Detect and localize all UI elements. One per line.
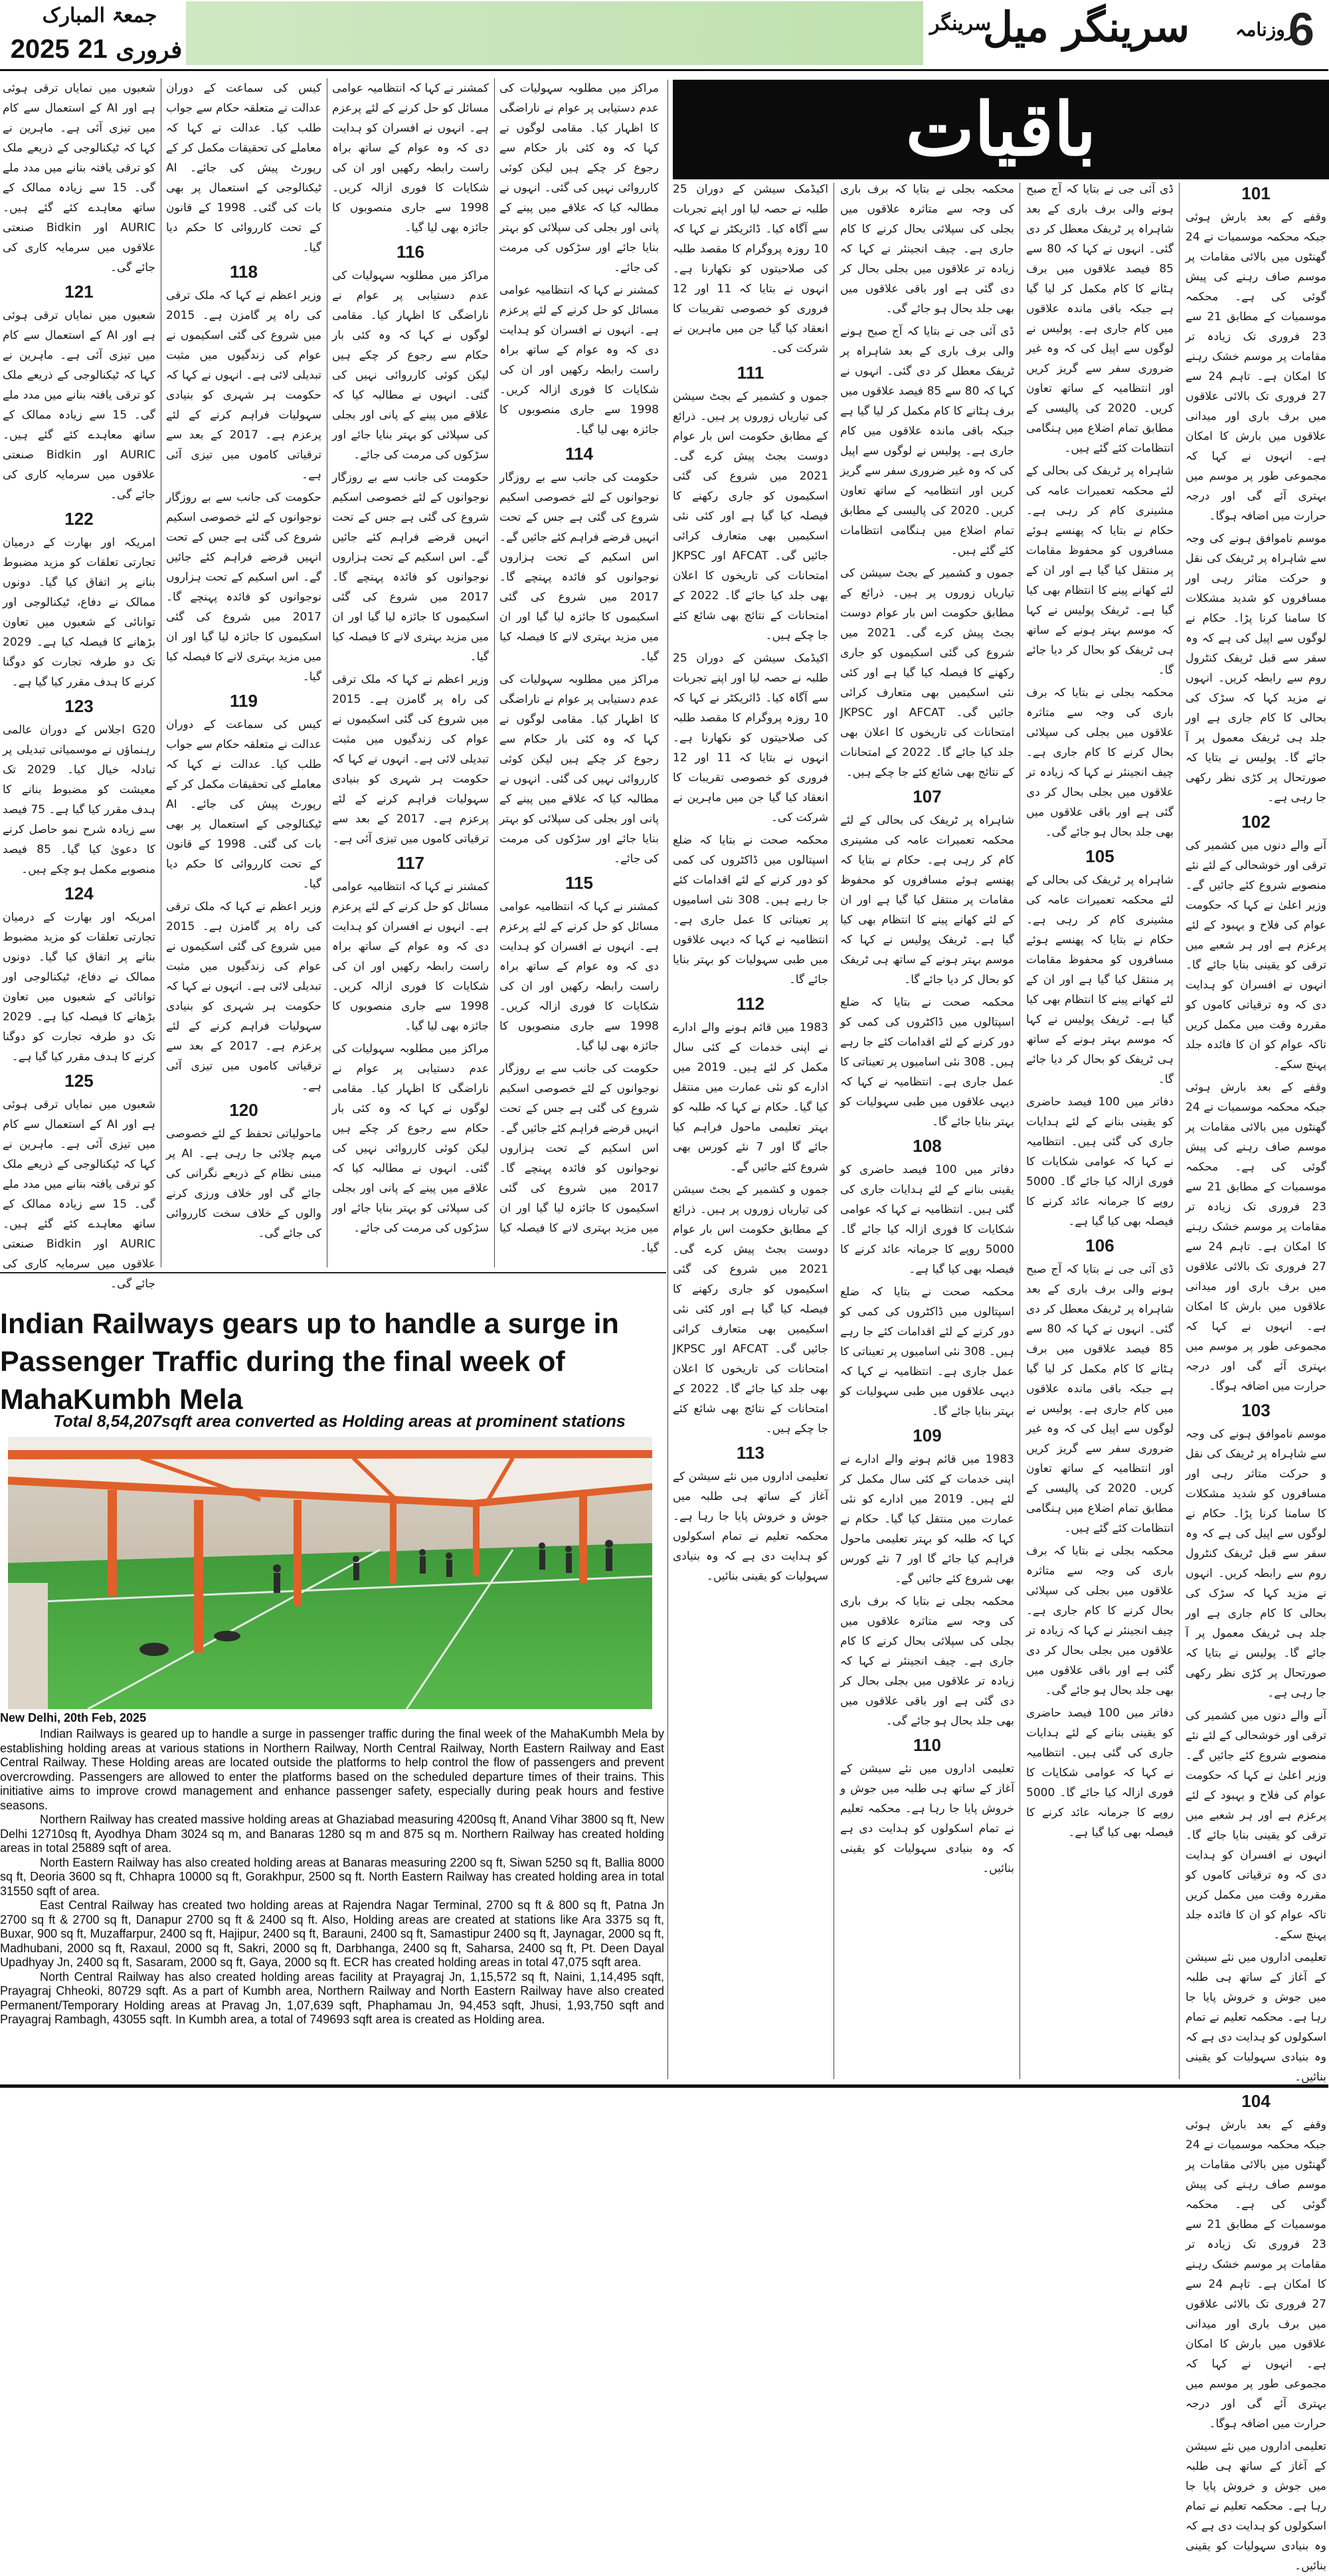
article-text: موسم ناموافق ہونے کی وجہ سے شاہراہ پر ٹریفک کی نقل و حرکت متاثر رہی اور مسافروں کو شدید مشکلات کا سامنا کرنا پڑا۔ حکام نے لوگوں سے اپیل کی ہے کہ وہ سفر سے قبل ٹریفک کنٹرول روم سے رابطہ کریں۔ انہوں نے مزید کہا کہ سڑک کی بحالی کا کام جاری ہے اور جلد ہی ٹریفک معمول پر آ جائے گا۔ پولیس نے بتایا کہ صورتحال پر کڑی نظر رکھی جا رہی ہے۔	[1186, 1427, 1326, 1700]
section-number: 122	[64, 509, 94, 529]
article-text: شعبوں میں نمایاں ترقی ہوئی ہے اور AI کے استعمال سے کام میں تیزی آئی ہے۔ ماہرین نے کہا کہ ٹیکنالوجی کے ذریعے ملک کو ترقی یافتہ بنانے میں مدد ملے گی۔ 15 سے زیادہ ممالک کے ساتھ معاہدے کئے گئے ہیں۔ AURIC اور Bidkin صنعتی علاقوں میں سرمایہ کاری کی جائے گی۔	[3, 1098, 155, 1291]
newspaper-name: سرینگر میل	[983, 3, 1190, 51]
article-text: آنے والے دنوں میں کشمیر کی ترقی اور خوشحالی کے لئے نئے منصوبے شروع کئے جائیں گے۔ وزیر اعلیٰ نے کہا کہ حکومت عوام کی فلاح و بہبود کے لئے پرعزم ہے اور ہر شعبے میں ترقی کو یقینی بنایا جائے گا۔ انہوں نے افسران کو ہدایت دی کہ وہ ترقیاتی کاموں کو مقررہ وقت میں مکمل کریں تاکہ عوام کو ان کا فائدہ جلد پہنچ سکے۔	[1186, 839, 1326, 1071]
column-divider	[1179, 183, 1180, 2079]
section-number: 109	[913, 1426, 942, 1445]
masthead-rule	[0, 69, 1328, 71]
article-text: مراکز میں مطلوبہ سہولیات کی عدم دستیابی پر عوام نے ناراضگی کا اظہار کیا۔ مقامی لوگوں نے کہا کہ وہ کئی بار حکام سے رجوع کر چکے ہیں لیکن کوئی کارروائی نہیں کی گئی۔ انہوں نے مطالبہ کیا کہ علاقے میں پینے کے پانی اور بجلی کی سپلائی کو بہتر بنایا جائے اور سڑکوں کی مرمت کی جائے۔	[499, 673, 659, 866]
section-number: 105	[1085, 846, 1114, 866]
section-number: 117	[397, 853, 424, 873]
article-text: تعلیمی اداروں میں نئے سیشن کے آغاز کے ساتھ ہی طلبہ میں جوش و خروش پایا جا رہا ہے۔ محکمہ تعلیم نے تمام اسکولوں کو ہدایت دی ہے کہ وہ بنیادی سہولیات کو یقینی بنائیں۔	[840, 1762, 1014, 1875]
daily-label: روزنامہ	[1235, 19, 1294, 41]
article-text: محکمہ صحت نے بتایا کہ ضلع اسپتالوں میں ڈاکٹروں کی کمی کو دور کرنے کے لئے اقدامات کئے جا رہے ہیں۔ 308 نئی اسامیوں پر تعیناتی کا عمل جاری ہے۔ انتظامیہ نے کہا کہ دیہی علاقوں میں طبی سہولیات کو بہتر بنایا جائے گا۔	[840, 1285, 1014, 1418]
article-text: ڈی آئی جی نے بتایا کہ آج صبح ہونے والی برف باری کے بعد شاہراہ پر ٹریفک معطل کر دی گئی۔ انہوں نے کہا کہ 80 سے 85 فیصد علاقوں میں برف ہٹانے کا کام مکمل کر لیا گیا ہے جبکہ باقی ماندہ علاقوں میں کام جاری ہے۔ پولیس نے لوگوں سے اپیل کی کہ وہ غیر ضروری سفر سے گریز کریں اور انتظامیہ کے ساتھ تعاون کریں۔ 2020 کی پالیسی کے مطابق تمام اضلاع میں ہنگامی انتظامات کئے گئے ہیں۔	[1026, 183, 1174, 455]
article-text: جموں و کشمیر کے بجٹ سیشن کی تیاریاں زوروں پر ہیں۔ ذرائع کے مطابق حکومت اس بار عوام دوست بجٹ پیش کرے گی۔ 2021 میں شروع کی گئی اسکیموں کو جاری رکھنے کا فیصلہ کیا گیا ہے اور کئی نئی اسکیمیں بھی متعارف کرائی جائیں گی۔ AFCAT اور JKPSC امتحانات کی تاریخوں کا اعلان بھی جلد کیا جائے گا۔ 2022 کے امتحانات کے نتائج بھی شائع کئے جا چکے ہیں۔	[673, 1183, 828, 1435]
article-text: اکیڈمک سیشن کے دوران 25 طلبہ نے حصہ لیا اور اپنے تجربات سے آگاہ کیا۔ ڈائریکٹر نے کہا کہ 10 روزہ پروگرام کا مقصد طلبہ کی صلاحیتوں کو نکھارنا ہے۔ انہوں نے بتایا کہ 11 اور 12 فروری کو خصوصی تقریبات کا انعقاد کیا گیا جن میں ماہرین نے شرکت کی۔	[673, 652, 828, 824]
date-year: 2025	[10, 35, 70, 64]
article-text: وزیر اعظم نے کہا کہ ملک ترقی کی راہ پر گامزن ہے۔ 2015 میں شروع کی گئی اسکیموں نے عوام کی زندگیوں میں مثبت تبدیلی لائی ہے۔ انہوں نے کہا کہ حکومت ہر شہری کو بنیادی سہولیات فراہم کرنے کے لئے پرعزم ہے۔ 2017 کے بعد سے ترقیاتی کاموں میں تیزی آئی ہے۔	[166, 900, 321, 1093]
english-paragraph: Northern Railway has created massive holding areas at Ghaziabad measuring 4200sq ft, Anand Vihar 3800 sq ft, New Delhi 12710sq ft, Ayodhya Dham 3024 sq m, and Banaras 1280 sq m and 875 sq m. Northern Railway has created holding areas in total 25889 sqft of area.	[0, 1813, 664, 1855]
section-number: 120	[229, 1100, 258, 1120]
article-text: کیس کی سماعت کے دوران عدالت نے متعلقہ حکام سے جواب طلب کیا۔ عدالت نے کہا کہ معاملے کی تحقیقات مکمل کر کے رپورٹ پیش کی جائے۔ AI ٹیکنالوجی کے استعمال پر بھی بات کی گئی۔ 1998 کے قانون کے تحت کارروائی کا حکم دیا گیا۔	[166, 82, 321, 254]
section-number: 115	[565, 873, 593, 893]
section-number: 102	[1241, 812, 1271, 832]
english-subheadline: Total 8,54,207sqft area converted as Holding areas at prominent stations	[53, 1412, 626, 1431]
article-text: مراکز میں مطلوبہ سہولیات کی عدم دستیابی پر عوام نے ناراضگی کا اظہار کیا۔ مقامی لوگوں نے کہا کہ وہ کئی بار حکام سے رجوع کر چکے ہیں لیکن کوئی کارروائی نہیں کی گئی۔ انہوں نے مطالبہ کیا کہ علاقے میں پینے کے پانی اور بجلی کی سپلائی کو بہتر بنایا جائے اور سڑکوں کی مرمت کی جائے۔	[332, 1042, 489, 1235]
article-text: حکومت کی جانب سے بے روزگار نوجوانوں کے لئے خصوصی اسکیم شروع کی گئی ہے جس کے تحت انہیں قرضے فراہم کئے جائیں گے۔ اس اسکیم کے تحت ہزاروں نوجوانوں کو فائدہ پہنچے گا۔ 2017 میں شروع کی گئی اسکیموں کا جائزہ لیا گیا اور ان میں مزید بہتری لانے کا فیصلہ کیا گیا۔	[499, 471, 659, 664]
urdu-column-2	[1026, 179, 1174, 2079]
footer-rule	[0, 2084, 1328, 2088]
section-number: 121	[64, 282, 94, 302]
article-text: کیس کی سماعت کے دوران عدالت نے متعلقہ حکام سے جواب طلب کیا۔ عدالت نے کہا کہ معاملے کی تحقیقات مکمل کر کے رپورٹ پیش کی جائے۔ AI ٹیکنالوجی کے استعمال پر بھی بات کی گئی۔ 1998 کے قانون کے تحت کارروائی کا حکم دیا گیا۔	[166, 718, 321, 891]
article-text: تعلیمی اداروں میں نئے سیشن کے آغاز کے ساتھ ہی طلبہ میں جوش و خروش پایا جا رہا ہے۔ محکمہ تعلیم نے تمام اسکولوں کو ہدایت دی ہے کہ وہ بنیادی سہولیات کو یقینی بنائیں۔	[1186, 1951, 1326, 2084]
article-text: امریکہ اور بھارت کے درمیان تجارتی تعلقات کو مزید مضبوط بنانے پر اتفاق کیا گیا۔ دونوں ممالک نے دفاع، ٹیکنالوجی اور توانائی کے شعبوں میں تعاون بڑھانے کا فیصلہ کیا ہے۔ 2029 تک دو طرفہ تجارت کو دوگنا کرنے کا ہدف مقرر کیا گیا ہے۔	[3, 536, 155, 689]
article-text: کمشنر نے کہا کہ انتظامیہ عوامی مسائل کو حل کرنے کے لئے پرعزم ہے۔ انہوں نے افسران کو ہدایت دی کہ وہ عوام کے ساتھ براہ راست رابطہ رکھیں اور ان کی شکایات کا فوری ازالہ کریں۔ 1998 سے جاری منصوبوں کا جائزہ بھی لیا گیا۔	[332, 880, 489, 1033]
urdu-column-1	[1186, 179, 1326, 2573]
section-banner	[673, 80, 1329, 179]
article-text: محکمہ بجلی نے بتایا کہ برف باری کی وجہ سے متاثرہ علاقوں میں بجلی کی سپلائی بحال کرنے کا کام جاری ہے۔ چیف انجینئر نے کہا کہ زیادہ تر علاقوں میں بجلی بحال کر دی گئی ہے اور باقی علاقوں میں بھی جلد بحال ہو جائے گی۔	[1026, 1544, 1174, 1697]
date-day: 21	[78, 35, 108, 64]
masthead-date-block	[0, 0, 186, 72]
article-text: وقفے کے بعد بارش ہوئی جبکہ محکمہ موسمیات نے 24 گھنٹوں میں بالائی مقامات پر موسم صاف رہنے کی پیش گوئی کی ہے۔ محکمہ موسمیات کے مطابق 21 سے 23 فروری تک زیادہ تر مقامات پر موسم خشک رہنے کا امکان ہے۔ تاہم 24 سے 27 فروری تک بالائی علاقوں میں برف باری اور میدانی علاقوں میں بارش کا امکان ہے۔ انہوں نے کہا کہ مجموعی طور پر موسم میں بہتری آئے گی اور درجہ حرارت میں اضافہ ہوگا۔	[1186, 1081, 1326, 1393]
column-divider	[494, 78, 495, 1267]
article-text: ڈی آئی جی نے بتایا کہ آج صبح ہونے والی برف باری کے بعد شاہراہ پر ٹریفک معطل کر دی گئی۔ انہوں نے کہا کہ 80 سے 85 فیصد علاقوں میں برف ہٹانے کا کام مکمل کر لیا گیا ہے جبکہ باقی ماندہ علاقوں میں کام جاری ہے۔ پولیس نے لوگوں سے اپیل کی کہ وہ غیر ضروری سفر سے گریز کریں اور انتظامیہ کے ساتھ تعاون کریں۔ 2020 کی پالیسی کے مطابق تمام اضلاع میں ہنگامی انتظامات کئے گئے ہیں۔	[840, 325, 1014, 557]
section-number: 107	[913, 786, 942, 806]
article-text: وقفے کے بعد بارش ہوئی جبکہ محکمہ موسمیات نے 24 گھنٹوں میں بالائی مقامات پر موسم صاف رہنے کی پیش گوئی کی ہے۔ محکمہ موسمیات کے مطابق 21 سے 23 فروری تک زیادہ تر مقامات پر موسم خشک رہنے کا امکان ہے۔ تاہم 24 سے 27 فروری تک بالائی علاقوں میں برف باری اور میدانی علاقوں میں بارش کا امکان ہے۔ انہوں نے کہا کہ مجموعی طور پر موسم میں بہتری آئے گی اور درجہ حرارت میں اضافہ ہوگا۔	[1186, 2118, 1326, 2431]
column-divider	[667, 80, 668, 2079]
article-text: شاہراہ پر ٹریفک کی بحالی کے لئے محکمہ تعمیرات عامہ کی مشینری کام کر رہی ہے۔ حکام نے بتایا کہ پھنسے ہوئے مسافروں کو محفوظ مقامات پر منتقل کیا گیا ہے اور ان کے لئے کھانے پینے کا انتظام بھی کیا گیا ہے۔ ٹریفک پولیس نے کہا کہ موسم بہتر ہونے کے ساتھ ہی ٹریفک کو بحال کر دیا جائے گا۔	[840, 814, 1014, 986]
section-rule	[0, 1272, 666, 1273]
article-text: جموں و کشمیر کے بجٹ سیشن کی تیاریاں زوروں پر ہیں۔ ذرائع کے مطابق حکومت اس بار عوام دوست بجٹ پیش کرے گی۔ 2021 میں شروع کی گئی اسکیموں کو جاری رکھنے کا فیصلہ کیا گیا ہے اور کئی نئی اسکیمیں بھی متعارف کرائی جائیں گی۔ AFCAT اور JKPSC امتحانات کی تاریخوں کا اعلان بھی جلد کیا جائے گا۔ 2022 کے امتحانات کے نتائج بھی شائع کئے جا چکے ہیں۔	[840, 567, 1015, 779]
english-paragraph: North Central Railway has also created holding areas facility at Prayagraj Jn, 1,15,572 sq ft, Naini, 1,14,495 sqft, Prayagraj Chheoki, 80729 sqft. As a part of Kumbh area, Northern Railway and North Eastern Railway have also created Permanent/Temporary Holding areas at Pravag Jn, 1,07,639 sqft, Phaphamau Jn, 94,453 sqft, Jhusi, 1,93,750 sqft and Prayagraj Rambagh, 43055 sqft. In Kumbh area, a total of 749693 sqft area is created as Holding area.	[0, 1970, 664, 2026]
urdu-column-3	[840, 179, 1014, 2079]
section-number: 123	[64, 696, 94, 716]
section-number: 103	[1241, 1400, 1271, 1420]
section-number: 124	[64, 883, 94, 903]
article-text: ماحولیاتی تحفظ کے لئے خصوصی مہم چلائی جا رہی ہے۔ AI پر مبنی نظام کے ذریعے نگرانی کی جائے گی اور خلاف ورزی کرنے والوں کے خلاف سخت کارروائی کی جائے گی۔	[166, 1127, 321, 1240]
section-number: 118	[230, 262, 258, 282]
article-text: حکومت کی جانب سے بے روزگار نوجوانوں کے لئے خصوصی اسکیم شروع کی گئی ہے جس کے تحت انہیں قرضے فراہم کئے جائیں گے۔ اس اسکیم کے تحت ہزاروں نوجوانوں کو فائدہ پہنچے گا۔ 2017 میں شروع کی گئی اسکیموں کا جائزہ لیا گیا اور ان میں مزید بہتری لانے کا فیصلہ کیا گیا۔	[166, 491, 321, 684]
date-month: فروری	[116, 36, 183, 64]
article-text: ڈی آئی جی نے بتایا کہ آج صبح ہونے والی برف باری کے بعد شاہراہ پر ٹریفک معطل کر دی گئی۔ انہوں نے کہا کہ 80 سے 85 فیصد علاقوں میں برف ہٹانے کا کام مکمل کر لیا گیا ہے جبکہ باقی ماندہ علاقوں میں کام جاری ہے۔ پولیس نے لوگوں سے اپیل کی کہ وہ غیر ضروری سفر سے گریز کریں اور انتظامیہ کے ساتھ تعاون کریں۔ 2020 کی پالیسی کے مطابق تمام اضلاع میں ہنگامی انتظامات کئے گئے ہیں۔	[1026, 1263, 1174, 1535]
urdu-column-8	[3, 78, 156, 1291]
article-text: محکمہ بجلی نے بتایا کہ برف باری کی وجہ سے متاثرہ علاقوں میں بجلی کی سپلائی بحال کرنے کا کام جاری ہے۔ چیف انجینئر نے کہا کہ زیادہ تر علاقوں میں بجلی بحال کر دی گئی ہے اور باقی علاقوں میں بھی جلد بحال ہو جائے گی۔	[1026, 686, 1174, 839]
article-text: کمشنر نے کہا کہ انتظامیہ عوامی مسائل کو حل کرنے کے لئے پرعزم ہے۔ انہوں نے افسران کو ہدایت دی کہ وہ عوام کے ساتھ براہ راست رابطہ رکھیں اور ان کی شکایات کا فوری ازالہ کریں۔ 1998 سے جاری منصوبوں کا جائزہ بھی لیا گیا۔	[332, 82, 489, 234]
article-text: تعلیمی اداروں میں نئے سیشن کے آغاز کے ساتھ ہی طلبہ میں جوش و خروش پایا جا رہا ہے۔ محکمہ تعلیم نے تمام اسکولوں کو ہدایت دی ہے کہ وہ بنیادی سہولیات کو یقینی بنائیں۔	[673, 1470, 828, 1583]
article-text: آنے والے دنوں میں کشمیر کی ترقی اور خوشحالی کے لئے نئے منصوبے شروع کئے جائیں گے۔ وزیر اعلیٰ نے کہا کہ حکومت عوام کی فلاح و بہبود کے لئے پرعزم ہے اور ہر شعبے میں ترقی کو یقینی بنایا جائے گا۔ انہوں نے افسران کو ہدایت دی کہ وہ ترقیاتی کاموں کو مقررہ وقت میں مکمل کریں تاکہ عوام کو ان کا فائدہ جلد پہنچ سکے۔	[1186, 1709, 1326, 1942]
article-text: 1983 میں قائم ہونے والے ادارے نے اپنی خدمات کے کئی سال مکمل کر لئے ہیں۔ 2019 میں ادارے کو نئی عمارت میں منتقل کیا گیا۔ حکام نے کہا کہ طلبہ کو بہتر تعلیمی ماحول فراہم کیا جائے گا اور 7 نئے کورس بھی شروع کئے جائیں گے۔	[840, 1453, 1014, 1586]
masthead-city: سرینگر	[930, 12, 992, 35]
holding-area-photo	[8, 1437, 652, 1709]
article-text: دفاتر میں 100 فیصد حاضری کو یقینی بنانے کے لئے ہدایات جاری کی گئی ہیں۔ انتظامیہ نے کہا کہ عوامی شکایات کا فوری ازالہ کیا جائے گا۔ 5000 روپے کا جرمانہ عائد کرنے کا فیصلہ بھی کیا گیا ہے۔	[1026, 1706, 1174, 1839]
article-text: شاہراہ پر ٹریفک کی بحالی کے لئے محکمہ تعمیرات عامہ کی مشینری کام کر رہی ہے۔ حکام نے بتایا کہ پھنسے ہوئے مسافروں کو محفوظ مقامات پر منتقل کیا گیا ہے اور ان کے لئے کھانے پینے کا انتظام بھی کیا گیا ہے۔ ٹریفک پولیس نے کہا کہ موسم بہتر ہونے کے ساتھ ہی ٹریفک کو بحال کر دیا جائے گا۔	[1026, 464, 1174, 677]
article-text: محکمہ بجلی نے بتایا کہ برف باری کی وجہ سے متاثرہ علاقوں میں بجلی کی سپلائی بحال کرنے کا کام جاری ہے۔ چیف انجینئر نے کہا کہ زیادہ تر علاقوں میں بجلی بحال کر دی گئی ہے اور باقی علاقوں میں بھی جلد بحال ہو جائے گی۔	[840, 183, 1014, 316]
article-text: کمشنر نے کہا کہ انتظامیہ عوامی مسائل کو حل کرنے کے لئے پرعزم ہے۔ انہوں نے افسران کو ہدایت دی کہ وہ عوام کے ساتھ براہ راست رابطہ رکھیں اور ان کی شکایات کا فوری ازالہ کریں۔ 1998 سے جاری منصوبوں کا جائزہ بھی لیا گیا۔	[499, 900, 659, 1053]
article-text: تعلیمی اداروں میں نئے سیشن کے آغاز کے ساتھ ہی طلبہ میں جوش و خروش پایا جا رہا ہے۔ محکمہ تعلیم نے تمام اسکولوں کو ہدایت دی ہے کہ وہ بنیادی سہولیات کو یقینی بنائیں۔	[1186, 2440, 1326, 2573]
article-text: 1983 میں قائم ہونے والے ادارے نے اپنی خدمات کے کئی سال مکمل کر لئے ہیں۔ 2019 میں ادارے کو نئی عمارت میں منتقل کیا گیا۔ حکام نے کہا کہ طلبہ کو بہتر تعلیمی ماحول فراہم کیا جائے گا اور 7 نئے کورس بھی شروع کئے جائیں گے۔	[673, 1021, 828, 1174]
section-number: 101	[1241, 183, 1271, 203]
section-number: 114	[565, 444, 593, 464]
article-text: مراکز میں مطلوبہ سہولیات کی عدم دستیابی پر عوام نے ناراضگی کا اظہار کیا۔ مقامی لوگوں نے کہا کہ وہ کئی بار حکام سے رجوع کر چکے ہیں لیکن کوئی کارروائی نہیں کی گئی۔ انہوں نے مطالبہ کیا کہ علاقے میں پینے کے پانی اور بجلی کی سپلائی کو بہتر بنایا جائے اور سڑکوں کی مرمت کی جائے۔	[499, 82, 659, 274]
article-text: حکومت کی جانب سے بے روزگار نوجوانوں کے لئے خصوصی اسکیم شروع کی گئی ہے جس کے تحت انہیں قرضے فراہم کئے جائیں گے۔ اس اسکیم کے تحت ہزاروں نوجوانوں کو فائدہ پہنچے گا۔ 2017 میں شروع کی گئی اسکیموں کا جائزہ لیا گیا اور ان میں مزید بہتری لانے کا فیصلہ کیا گیا۔	[499, 1062, 659, 1255]
section-number: 104	[1241, 2091, 1271, 2111]
english-headline: Indian Railways gears up to handle a surge in Passenger Traffic during the final week of MahaKumbh Mela	[0, 1308, 619, 1416]
article-text: امریکہ اور بھارت کے درمیان تجارتی تعلقات کو مزید مضبوط بنانے پر اتفاق کیا گیا۔ دونوں ممالک نے دفاع، ٹیکنالوجی اور توانائی کے شعبوں میں تعاون بڑھانے کا فیصلہ کیا ہے۔ 2029 تک دو طرفہ تجارت کو دوگنا کرنے کا ہدف مقرر کیا گیا ہے۔	[3, 911, 155, 1063]
section-number: 112	[737, 994, 764, 1014]
article-text: شاہراہ پر ٹریفک کی بحالی کے لئے محکمہ تعمیرات عامہ کی مشینری کام کر رہی ہے۔ حکام نے بتایا کہ پھنسے ہوئے مسافروں کو محفوظ مقامات پر منتقل کیا گیا ہے اور ان کے لئے کھانے پینے کا انتظام بھی کیا گیا ہے۔ ٹریفک پولیس نے کہا کہ موسم بہتر ہونے کے ساتھ ہی ٹریفک کو بحال کر دیا جائے گا۔	[1026, 874, 1174, 1086]
urdu-column-4	[673, 179, 828, 2079]
article-text: وقفے کے بعد بارش ہوئی جبکہ محکمہ موسمیات نے 24 گھنٹوں میں بالائی مقامات پر موسم صاف رہنے کی پیش گوئی کی ہے۔ محکمہ موسمیات کے مطابق 21 سے 23 فروری تک زیادہ تر مقامات پر موسم خشک رہنے کا امکان ہے۔ تاہم 24 سے 27 فروری تک بالائی علاقوں میں برف باری اور میدانی علاقوں میں بارش کا امکان ہے۔ انہوں نے کہا کہ مجموعی طور پر موسم میں بہتری آئے گی اور درجہ حرارت میں اضافہ ہوگا۔	[1186, 211, 1326, 523]
english-article-body	[0, 1727, 664, 2027]
urdu-column-7	[166, 78, 321, 1267]
section-number: 110	[913, 1735, 941, 1755]
section-number: 108	[913, 1136, 942, 1156]
english-dateline: New Delhi, 20th Feb, 2025	[0, 1711, 147, 1724]
section-number: 111	[737, 363, 764, 383]
section-number: 116	[397, 242, 424, 262]
article-text: حکومت کی جانب سے بے روزگار نوجوانوں کے لئے خصوصی اسکیم شروع کی گئی ہے جس کے تحت انہیں قرضے فراہم کئے جائیں گے۔ اس اسکیم کے تحت ہزاروں نوجوانوں کو فائدہ پہنچے گا۔ 2017 میں شروع کی گئی اسکیموں کا جائزہ لیا گیا اور ان میں مزید بہتری لانے کا فیصلہ کیا گیا۔	[332, 471, 489, 664]
english-paragraph: East Central Railway has created two holding areas at Rajendra Nagar Terminal, 2700 sq ft & 800 sq ft, Patna Jn 2700 sq ft & 2700 sq ft, Danapur 2700 sq ft & 2400 sq ft. Also, Holding areas are created at stations like Ara 3375 sq ft, Buxar, 900 sq ft, Muzaffarpur, 2400 sq ft, Hajipur, 2400 sq ft, Barauni, 2400 sq ft, Samastipur 2400 sq ft, Jaynagar, 2000 sq ft, Madhubani, 2000 sq ft, Raxaul, 2000 sq ft, Sakri, 2000 sq ft, Darbhanga, 2400 sq ft, Saharsa, 2400 sq ft, Pt. Deen Dayal Upadhyay Jn, 2400 sq ft, Sasaram, 2000 sq ft, Gaya, 2000 sq ft. ECR has created holding areas in total 47,075 sqft area.	[0, 1898, 664, 1969]
article-text: اکیڈمک سیشن کے دوران 25 طلبہ نے حصہ لیا اور اپنے تجربات سے آگاہ کیا۔ ڈائریکٹر نے کہا کہ 10 روزہ پروگرام کا مقصد طلبہ کی صلاحیتوں کو نکھارنا ہے۔ انہوں نے بتایا کہ 11 اور 12 فروری کو خصوصی تقریبات کا انعقاد کیا گیا جن میں ماہرین نے شرکت کی۔	[673, 183, 828, 355]
section-banner-title: باقیات	[905, 86, 1097, 172]
masthead	[0, 0, 1328, 72]
article-text: محکمہ بجلی نے بتایا کہ برف باری کی وجہ سے متاثرہ علاقوں میں بجلی کی سپلائی بحال کرنے کا کام جاری ہے۔ چیف انجینئر نے کہا کہ زیادہ تر علاقوں میں بجلی بحال کر دی گئی ہے اور باقی علاقوں میں بھی جلد بحال ہو جائے گی۔	[840, 1595, 1014, 1728]
article-text: جموں و کشمیر کے بجٹ سیشن کی تیاریاں زوروں پر ہیں۔ ذرائع کے مطابق حکومت اس بار عوام دوست بجٹ پیش کرے گی۔ 2021 میں شروع کی گئی اسکیموں کو جاری رکھنے کا فیصلہ کیا گیا ہے اور کئی نئی اسکیمیں بھی متعارف کرائی جائیں گی۔ AFCAT اور JKPSC امتحانات کی تاریخوں کا اعلان بھی جلد کیا جائے گا۔ 2022 کے امتحانات کے نتائج بھی شائع کئے جا چکے ہیں۔	[673, 390, 828, 642]
page-number: 6	[1288, 3, 1314, 55]
article-text: موسم ناموافق ہونے کی وجہ سے شاہراہ پر ٹریفک کی نقل و حرکت متاثر رہی اور مسافروں کو شدید مشکلات کا سامنا کرنا پڑا۔ حکام نے لوگوں سے اپیل کی ہے کہ وہ سفر سے قبل ٹریفک کنٹرول روم سے رابطہ کریں۔ انہوں نے مزید کہا کہ سڑک کی بحالی کا کام جاری ہے اور جلد ہی ٹریفک معمول پر آ جائے گا۔ پولیس نے بتایا کہ صورتحال پر کڑی نظر رکھی جا رہی ہے۔	[1186, 532, 1326, 804]
article-text: محکمہ صحت نے بتایا کہ ضلع اسپتالوں میں ڈاکٹروں کی کمی کو دور کرنے کے لئے اقدامات کئے جا رہے ہیں۔ 308 نئی اسامیوں پر تعیناتی کا عمل جاری ہے۔ انتظامیہ نے کہا کہ دیہی علاقوں میں طبی سہولیات کو بہتر بنایا جائے گا۔	[840, 996, 1014, 1129]
article-text: شعبوں میں نمایاں ترقی ہوئی ہے اور AI کے استعمال سے کام میں تیزی آئی ہے۔ ماہرین نے کہا کہ ٹیکنالوجی کے ذریعے ملک کو ترقی یافتہ بنانے میں مدد ملے گی۔ 15 سے زیادہ ممالک کے ساتھ معاہدے کئے گئے ہیں۔ AURIC اور Bidkin صنعتی علاقوں میں سرمایہ کاری کی جائے گی۔	[3, 82, 155, 274]
day-label: جمعۃ المبارک	[42, 4, 157, 27]
article-text: مراکز میں مطلوبہ سہولیات کی عدم دستیابی پر عوام نے ناراضگی کا اظہار کیا۔ مقامی لوگوں نے کہا کہ وہ کئی بار حکام سے رجوع کر چکے ہیں لیکن کوئی کارروائی نہیں کی گئی۔ انہوں نے مطالبہ کیا کہ علاقے میں پینے کے پانی اور بجلی کی سپلائی کو بہتر بنایا جائے اور سڑکوں کی مرمت کی جائے۔	[332, 269, 489, 462]
urdu-column-6	[332, 78, 489, 1267]
holding-area-illustration	[8, 1437, 652, 1709]
section-number: 106	[1085, 1236, 1114, 1255]
article-text: کمشنر نے کہا کہ انتظامیہ عوامی مسائل کو حل کرنے کے لئے پرعزم ہے۔ انہوں نے افسران کو ہدایت دی کہ وہ عوام کے ساتھ براہ راست رابطہ رکھیں اور ان کی شکایات کا فوری ازالہ کریں۔ 1998 سے جاری منصوبوں کا جائزہ بھی لیا گیا۔	[499, 284, 659, 436]
article-text: شعبوں میں نمایاں ترقی ہوئی ہے اور AI کے استعمال سے کام میں تیزی آئی ہے۔ ماہرین نے کہا کہ ٹیکنالوجی کے ذریعے ملک کو ترقی یافتہ بنانے میں مدد ملے گی۔ 15 سے زیادہ ممالک کے ساتھ معاہدے کئے گئے ہیں۔ AURIC اور Bidkin صنعتی علاقوں میں سرمایہ کاری کی جائے گی۔	[3, 309, 155, 502]
column-divider	[1019, 183, 1020, 2079]
section-number: 125	[64, 1071, 94, 1091]
issue-date	[7, 35, 186, 64]
section-number: 119	[230, 691, 258, 711]
article-text: دفاتر میں 100 فیصد حاضری کو یقینی بنانے کے لئے ہدایات جاری کی گئی ہیں۔ انتظامیہ نے کہا کہ عوامی شکایات کا فوری ازالہ کیا جائے گا۔ 5000 روپے کا جرمانہ عائد کرنے کا فیصلہ بھی کیا گیا ہے۔	[840, 1163, 1014, 1276]
section-number: 113	[737, 1443, 764, 1463]
urdu-column-5	[499, 78, 659, 1267]
article-text: G20 اجلاس کے دوران عالمی رہنماؤں نے موسمیاتی تبدیلی پر تبادلہ خیال کیا۔ 2029 تک معیشت کو مضبوط بنانے کا ہدف مقرر کیا گیا ہے۔ 75 فیصد سے زیادہ شرح نمو حاصل کرنے کا دعویٰ کیا گیا۔ 85 فیصد منصوبے مکمل ہو چکے ہیں۔	[3, 723, 156, 876]
article-text: وزیر اعظم نے کہا کہ ملک ترقی کی راہ پر گامزن ہے۔ 2015 میں شروع کی گئی اسکیموں نے عوام کی زندگیوں میں مثبت تبدیلی لائی ہے۔ انہوں نے کہا کہ حکومت ہر شہری کو بنیادی سہولیات فراہم کرنے کے لئے پرعزم ہے۔ 2017 کے بعد سے ترقیاتی کاموں میں تیزی آئی ہے۔	[166, 289, 321, 482]
english-paragraph: North Eastern Railway has also created holding areas at Banaras measuring 2200 sq ft, Siwan 5250 sq ft, Ballia 8000 sq ft, Deoria 3600 sq ft, Chhapra 10000 sq ft, Gorakhpur, 2500 sq ft. North Eastern Railway has created holding area in total 31550 sqft of area.	[0, 1855, 664, 1898]
article-text: وزیر اعظم نے کہا کہ ملک ترقی کی راہ پر گامزن ہے۔ 2015 میں شروع کی گئی اسکیموں نے عوام کی زندگیوں میں مثبت تبدیلی لائی ہے۔ انہوں نے کہا کہ حکومت ہر شہری کو بنیادی سہولیات فراہم کرنے کے لئے پرعزم ہے۔ 2017 کے بعد سے ترقیاتی کاموں میں تیزی آئی ہے۔	[332, 673, 489, 846]
article-text: محکمہ صحت نے بتایا کہ ضلع اسپتالوں میں ڈاکٹروں کی کمی کو دور کرنے کے لئے اقدامات کئے جا رہے ہیں۔ 308 نئی اسامیوں پر تعیناتی کا عمل جاری ہے۔ انتظامیہ نے کہا کہ دیہی علاقوں میں طبی سہولیات کو بہتر بنایا جائے گا۔	[673, 834, 828, 986]
english-paragraph: Indian Railways is geared up to handle a surge in passenger traffic during the final week of the MahaKumbh Mela by establishing holding areas at various stations in Northern Railway, North Central Railway, North Eastern Railway and East Central Railway. These Holding areas are located outside the platforms to help control the flow of passengers and prevent overcrowding. Passengers are allowed to enter the platforms based on the scheduled departure times of their trains. This initiative aims to improve crowd management and enhance passenger safety, especially during peak hours and festive seasons.	[0, 1727, 664, 1812]
article-text: دفاتر میں 100 فیصد حاضری کو یقینی بنانے کے لئے ہدایات جاری کی گئی ہیں۔ انتظامیہ نے کہا کہ عوامی شکایات کا فوری ازالہ کیا جائے گا۔ 5000 روپے کا جرمانہ عائد کرنے کا فیصلہ بھی کیا گیا ہے۔	[1026, 1095, 1174, 1228]
